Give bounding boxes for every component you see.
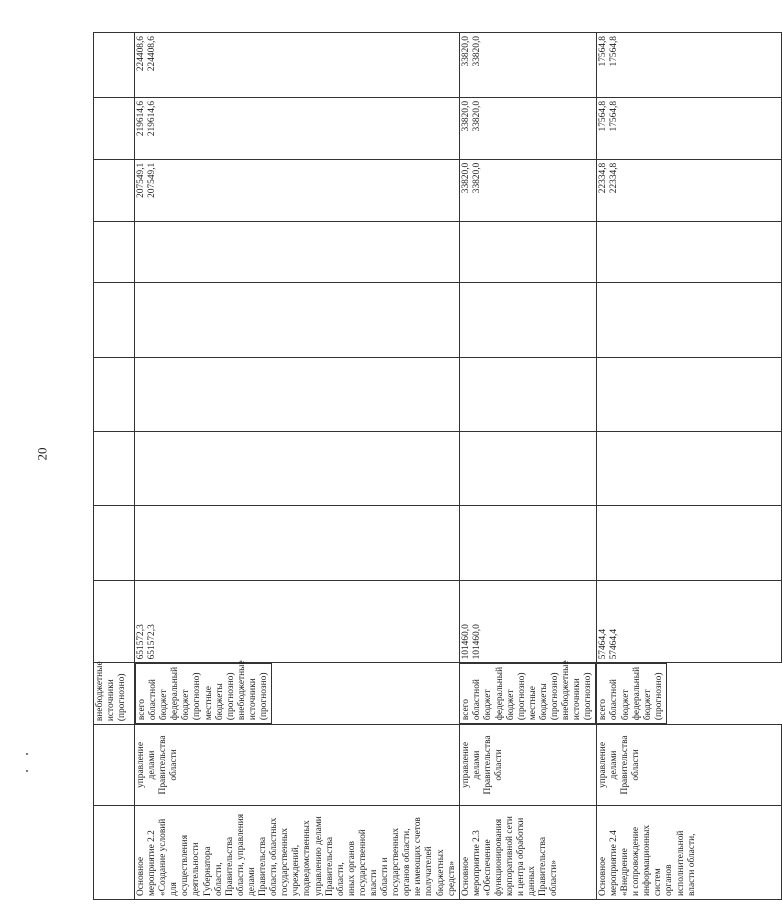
value-cell (135, 357, 460, 431)
executor-cell: управление делами Правительства области (596, 725, 781, 806)
value-cell (459, 431, 596, 505)
source-cell (135, 660, 272, 724)
value: 219614,6 (147, 100, 158, 137)
year-cell (459, 97, 596, 159)
name-cell: Основное мероприятие 2.4 «Внедрение и сопровождение информационных систем органов исполнительной власти области, (596, 805, 781, 899)
value: 224408,6 (147, 36, 158, 72)
value-cell (94, 97, 135, 159)
year-cell (459, 33, 596, 98)
source-label: всего (137, 699, 147, 721)
year-cell (596, 159, 781, 221)
value-cell (94, 33, 135, 98)
source-label: федеральный бюджет (прогнозно) (494, 666, 527, 721)
value: 651572,3 (147, 624, 158, 660)
value-cell (459, 357, 596, 431)
table-row (94, 33, 135, 900)
value: 33820,0 (471, 100, 482, 132)
value-cell (94, 357, 135, 431)
value-cell (459, 221, 596, 283)
value: 17564,8 (597, 100, 608, 132)
rotated-table-wrapper (93, 32, 697, 900)
source-label: внебюджетные источники (прогнозно) (236, 660, 270, 721)
value: 207549,1 (136, 162, 146, 198)
value: 17564,8 (597, 36, 608, 67)
value-cell (596, 283, 781, 357)
executor-cell: управление делами Правительства области (135, 725, 460, 806)
total-cell (135, 580, 460, 663)
value: 57464,4 (608, 628, 619, 660)
value: 101460,0 (460, 624, 471, 660)
value-cell (94, 431, 135, 505)
value: 22334,8 (597, 162, 608, 194)
value-cell (135, 431, 460, 505)
value-cell (596, 221, 781, 283)
year-cell (135, 33, 460, 98)
value-cell (94, 506, 135, 580)
value: 101460,0 (471, 624, 482, 660)
page-number: 20 (34, 447, 50, 461)
value: 33820,0 (471, 162, 482, 194)
value: 17564,8 (608, 100, 619, 132)
year-cell (596, 97, 781, 159)
source-label: областной бюджет (148, 679, 170, 721)
value: 33820,0 (460, 100, 471, 132)
executor-cell: управление делами Правительства области (459, 725, 596, 806)
value-cell (596, 357, 781, 431)
source-label: внебюджетные источники (прогнозно) (561, 660, 594, 721)
name-cell: Основное мероприятие 2.3 «Обеспечение функционирования корпоративной сети и центра обработки данных Правительства области» (459, 805, 596, 899)
year-cell (459, 159, 596, 221)
scan-dot (26, 753, 28, 755)
value: 33820,0 (460, 36, 471, 67)
year-cell (596, 33, 781, 98)
total-cell (459, 580, 596, 663)
value-cell (596, 506, 781, 580)
year-cell (135, 97, 460, 159)
executor-cell (94, 725, 135, 806)
source-label: всего (461, 699, 472, 721)
total-cell (596, 580, 781, 663)
source-cell: внебюджетные источники (прогнозно) (94, 663, 135, 725)
source-label: всего (598, 699, 609, 721)
table-row (135, 33, 460, 900)
program-table (93, 32, 782, 900)
value: 219614,6 (136, 100, 146, 137)
value-cell (135, 283, 460, 357)
value-cell (135, 506, 460, 580)
value-cell (459, 506, 596, 580)
value-cell (94, 159, 135, 221)
table-row (459, 33, 596, 900)
value-cell (135, 221, 460, 283)
scan-dot (26, 770, 28, 772)
value: 207549,1 (147, 162, 158, 198)
name-cell (94, 805, 135, 899)
value: 22334,8 (608, 162, 619, 194)
value: 33820,0 (460, 162, 471, 194)
value-cell (596, 431, 781, 505)
source-cell (459, 660, 596, 724)
source-cell (596, 663, 667, 724)
source-label: федеральный бюджет (прогнозно) (631, 666, 664, 721)
source-label: федеральный бюджет (прогнозно) (170, 666, 203, 721)
value: 33820,0 (471, 36, 482, 67)
value: 17564,8 (608, 36, 619, 67)
value: 57464,4 (597, 628, 608, 660)
value-cell (94, 580, 135, 663)
source-label: местные бюджеты (прогнозно) (527, 672, 560, 721)
value-cell (94, 283, 135, 357)
table-row (596, 33, 781, 900)
source-label: местные бюджеты (прогнозно) (203, 672, 236, 721)
year-cell (135, 159, 460, 221)
value-cell (459, 283, 596, 357)
name-cell: Основное мероприятие 2.2 «Создание условий для осуществления деятельности Губернатора области, Правительства области, управления делами Правительства области, областных государственных учреждений, подведомственных управлению делами Правительства области, иных органов государственной власти области и государственных органов области, не имеющих счетов получателей бюджетных средств» (135, 805, 460, 899)
source-label: областной бюджет (609, 679, 631, 721)
value: 651572,3 (136, 624, 146, 660)
value-cell (94, 221, 135, 283)
value: 224408,6 (136, 36, 146, 72)
source-label: областной бюджет (472, 679, 494, 721)
